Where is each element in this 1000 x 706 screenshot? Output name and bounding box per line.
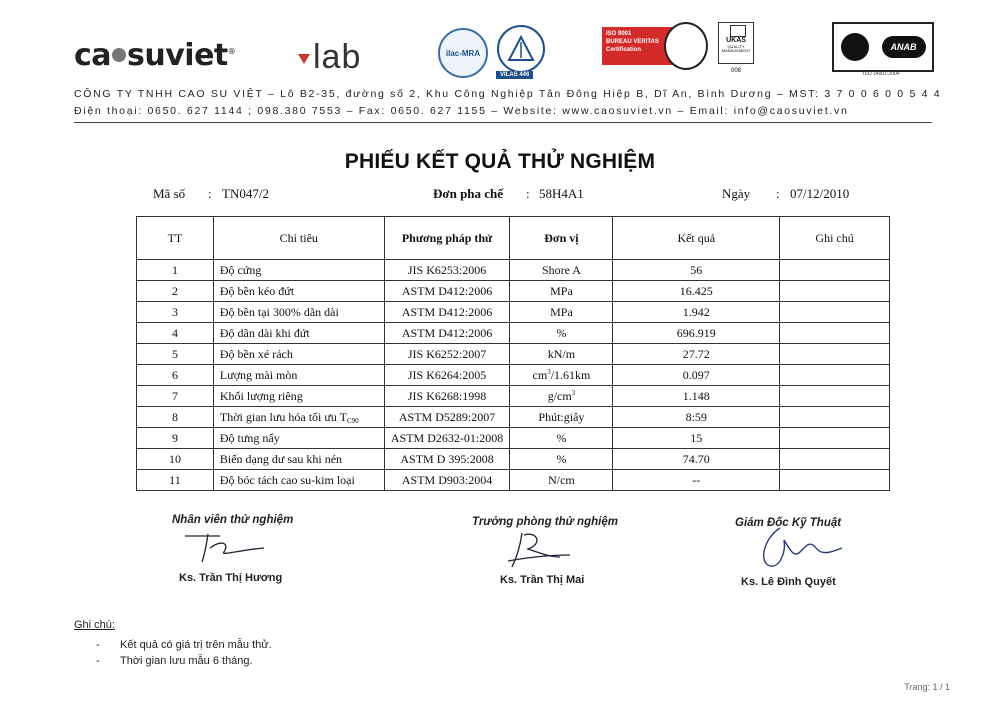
formula-colon: : <box>526 186 530 201</box>
row-result: 27.72 <box>613 344 780 365</box>
row-unit: MPa <box>510 281 613 302</box>
row-note <box>780 428 890 449</box>
signature-tester <box>180 528 270 564</box>
row-unit: Shore A <box>510 260 613 281</box>
row-note <box>780 302 890 323</box>
row-method: ASTM D5289:2007 <box>384 407 510 428</box>
signer-name-tester: Ks. Trần Thị Hương <box>179 572 283 584</box>
row-note <box>780 344 890 365</box>
row-tt: 4 <box>137 323 214 344</box>
bv-name: BUREAU VERITAS <box>606 38 659 45</box>
row-method: ASTM D2632-01:2008 <box>384 428 510 449</box>
company-logo: ca suviet® <box>74 38 236 73</box>
header-tt: TT <box>137 217 214 260</box>
document-title: PHIẾU KẾT QUẢ THỬ NGHIỆM <box>344 150 656 173</box>
anab-label: ANAB <box>882 36 926 58</box>
bsi-anab-logo <box>832 22 934 72</box>
table-row <box>137 260 890 281</box>
signer-name-head: Ks. Trần Thị Mai <box>500 574 585 586</box>
row-unit: N/cm <box>510 470 613 491</box>
row-result: -- <box>613 470 780 491</box>
date-label: Ngày <box>722 186 751 201</box>
row-criteria: Độ bền kéo đứt <box>213 281 384 302</box>
signer-role-head: Trưởng phòng thử nghiệm <box>472 516 618 528</box>
table-row <box>137 323 890 344</box>
row-unit: kN/m <box>510 344 613 365</box>
row-method: ASTM D 395:2008 <box>384 449 510 470</box>
date-value: 07/12/2010 <box>790 186 850 201</box>
crown-icon <box>730 25 746 37</box>
table-row <box>137 428 890 449</box>
header-result: Kết quả <box>613 217 780 260</box>
row-criteria: Biến dạng dư sau khi nén <box>213 449 384 470</box>
row-tt: 8 <box>137 407 214 428</box>
row-result: 56 <box>613 260 780 281</box>
row-method: JIS K6264:2005 <box>384 365 510 386</box>
header-method: Phương pháp thử <box>384 217 510 260</box>
signature-head <box>500 527 590 571</box>
row-method: JIS K6253:2006 <box>384 260 510 281</box>
company-address: CÔNG TY TNHH CAO SU VIỆT – Lô B2-35, đường số 2, Khu Công Nghiệp Tân Đông Hiệp B, Dĩ An, Bình Dương – MST: 3 7 0 0 6 0 0 5 4 4 <box>74 88 942 100</box>
boa-accreditation-logo <box>497 25 545 73</box>
table-row <box>137 386 890 407</box>
signature-director <box>750 522 850 574</box>
row-result: 15 <box>613 428 780 449</box>
row-result: 1.942 <box>613 302 780 323</box>
row-tt: 6 <box>137 365 214 386</box>
bsi-iso-label: ISO 14001:2004 <box>863 71 900 77</box>
row-result: 74.70 <box>613 449 780 470</box>
code-value: TN047/2 <box>222 186 269 201</box>
row-note <box>780 470 890 491</box>
row-unit: $cm^3/1.61km$ <box>510 365 613 386</box>
notes-label: Ghi chú: <box>74 619 115 631</box>
signer-role-director: Giám Đốc Kỹ Thuật <box>735 517 842 529</box>
row-method: ASTM D412:2006 <box>384 323 510 344</box>
logo-dot <box>112 48 126 62</box>
formula-value: 58H4A1 <box>539 186 584 201</box>
row-unit: % <box>510 323 613 344</box>
date-colon: : <box>776 186 780 201</box>
row-method: ASTM D412:2006 <box>384 281 510 302</box>
row-criteria: Lượng mài mòn <box>213 365 384 386</box>
row-criteria: Thời gian lưu hóa tối ưu $T_{C90}$ <box>213 407 384 428</box>
ilac-mra-logo: ilac-MRA <box>438 28 488 78</box>
row-tt: 10 <box>137 449 214 470</box>
table-row <box>137 449 890 470</box>
code-label: Mã số <box>153 186 186 201</box>
header-note: Ghi chú <box>780 217 890 260</box>
signer-name-director: Ks. Lê Đình Quyết <box>741 576 836 588</box>
row-note <box>780 281 890 302</box>
row-unit: Phút:giây <box>510 407 613 428</box>
table-row <box>137 281 890 302</box>
row-result: 8:59 <box>613 407 780 428</box>
row-criteria: Độ bền xé rách <box>213 344 384 365</box>
row-unit: MPa <box>510 302 613 323</box>
table-row <box>137 470 890 491</box>
note-item: - Thời gian lưu mẫu 6 tháng. <box>96 655 253 667</box>
table-row <box>137 365 890 386</box>
vlab-logo: lab <box>298 38 361 77</box>
row-tt: 2 <box>137 281 214 302</box>
code-colon: : <box>208 186 212 201</box>
row-criteria: Khối lượng riêng <box>213 386 384 407</box>
bv-cert: Certification <box>606 46 642 53</box>
row-result: 16.425 <box>613 281 780 302</box>
bv-iso: ISO 9001 <box>606 31 632 37</box>
bureau-veritas-seal-icon <box>664 22 708 70</box>
table-row <box>137 302 890 323</box>
row-unit: % <box>510 449 613 470</box>
bsi-icon <box>841 33 869 61</box>
row-tt: 5 <box>137 344 214 365</box>
triangle-icon <box>298 54 310 64</box>
note-item: - Kết quả có giá trị trên mẫu thử. <box>96 639 272 651</box>
row-note <box>780 323 890 344</box>
vilas-badge: VILAS 446 <box>496 71 533 79</box>
company-contact: Điện thoại: 0650. 627 1144 ; 098.380 7553 – Fax: 0650. 627 1155 – Website: www.caosuviet.vn – Email: info@caosuviet.vn <box>74 105 849 117</box>
row-method: JIS K6252:2007 <box>384 344 510 365</box>
header-unit: Đơn vị <box>510 217 613 260</box>
table-header-row <box>137 217 890 260</box>
row-result: 1.148 <box>613 386 780 407</box>
row-criteria: Độ bóc tách cao su-kim loại <box>213 470 384 491</box>
row-criteria: Độ cứng <box>213 260 384 281</box>
row-method: ASTM D412:2006 <box>384 302 510 323</box>
row-tt: 9 <box>137 428 214 449</box>
row-method: JIS K6268:1998 <box>384 386 510 407</box>
row-note <box>780 386 890 407</box>
row-unit: % <box>510 428 613 449</box>
row-criteria: Độ tưng nẩy <box>213 428 384 449</box>
row-note <box>780 365 890 386</box>
table-row <box>137 407 890 428</box>
row-method: ASTM D903:2004 <box>384 470 510 491</box>
results-table <box>136 216 890 491</box>
row-note <box>780 260 890 281</box>
table-row <box>137 344 890 365</box>
row-tt: 3 <box>137 302 214 323</box>
row-tt: 11 <box>137 470 214 491</box>
ukas-number: 008 <box>731 68 742 74</box>
formula-label: Đơn pha chế <box>433 186 504 201</box>
header-criteria: Chỉ tiêu <box>213 217 384 260</box>
row-tt: 1 <box>137 260 214 281</box>
row-note <box>780 407 890 428</box>
row-criteria: Độ bền tại 300% dãn dài <box>213 302 384 323</box>
row-criteria: Độ dãn dài khi đứt <box>213 323 384 344</box>
page-number: Trang: 1 / 1 <box>904 682 950 692</box>
row-result: 696.919 <box>613 323 780 344</box>
signer-role-tester: Nhân viên thử nghiệm <box>172 514 294 526</box>
row-tt: 7 <box>137 386 214 407</box>
row-unit: $g/cm^3$ <box>510 386 613 407</box>
header-divider <box>74 122 932 123</box>
row-note <box>780 449 890 470</box>
ukas-logo: UKAS QUALITY MANAGEMENT <box>718 22 754 64</box>
row-result: 0.097 <box>613 365 780 386</box>
